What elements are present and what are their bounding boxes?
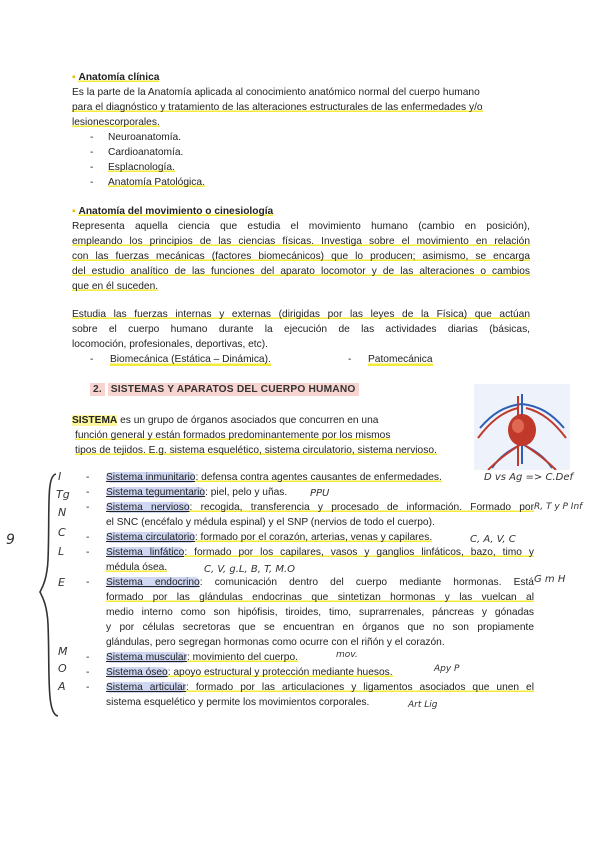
margin-letter: E bbox=[58, 576, 65, 589]
handwritten-note: C, V, g.L, B, T, M.O bbox=[204, 564, 296, 575]
section-2-title: SISTEMAS Y APARATOS DEL CUERPO HUMANO bbox=[108, 383, 359, 396]
paragraph-line: que en él suceden. bbox=[72, 281, 159, 292]
handwritten-note: Apy P bbox=[434, 664, 460, 674]
margin-letter: I bbox=[58, 470, 62, 483]
sistemas-list bbox=[86, 470, 534, 710]
sistema-name: Sistema circulatorio bbox=[106, 532, 195, 543]
margin-letter: Tg bbox=[56, 488, 70, 501]
margin-count: 9 bbox=[6, 532, 15, 548]
list-item: - Sistema óseo: apoyo estructural y protección mediante huesos. bbox=[86, 667, 393, 678]
margin-letter: N bbox=[58, 506, 67, 519]
paragraph-line: Es la parte de la Anatomía aplicada al conocimiento anatómico normal del cuerpo humano bbox=[72, 87, 480, 98]
paragraph-line: con las fuerzas mecánicas (factores biomecánicos) que lo producen; asimismo, se encarga bbox=[72, 251, 530, 262]
paragraph-line: Estudia las fuerzas internas y externas (dirigidas por las leyes de la Física) que actúan bbox=[72, 309, 530, 320]
list-item: - Neuroanatomía. bbox=[72, 130, 532, 145]
handwritten-note: PPU bbox=[310, 488, 330, 499]
handwritten-note: D vs Ag => C.Def bbox=[484, 472, 574, 483]
paragraph-line: locomoción, profesionales, deportivas, etc). bbox=[72, 339, 268, 350]
anatomia-clinica-list bbox=[72, 130, 532, 190]
biomecanica-row: - Biomecánica (Estática – Dinámica). - Patomecánica bbox=[90, 354, 433, 365]
margin-letter: A bbox=[58, 680, 66, 693]
list-item: - Sistema muscular: movimiento del cuerpo. bbox=[86, 652, 298, 663]
paragraph-line: sobre el cuerpo humano durante la ejecución de las actividades diarias (básicas, bbox=[72, 324, 530, 335]
anatomia-clinica-title: Anatomía clínica bbox=[78, 72, 160, 83]
sistema-definition bbox=[72, 413, 472, 458]
list-item: - Anatomía Patológica. bbox=[72, 175, 532, 190]
handwritten-note: R, T y P Inf bbox=[534, 502, 583, 512]
paragraph-line: empleando los principios de las ciencias físicas. Investiga sobre el movimiento en relación bbox=[72, 236, 530, 247]
definition-line: tipos de tejidos. E.g. sistema esquelético, sistema circulatorio, sistema nervioso. bbox=[75, 445, 437, 456]
sistema-name: Sistema nervioso bbox=[106, 502, 190, 513]
paragraph-line: lesionescorporales. bbox=[72, 117, 160, 128]
section-2-heading bbox=[90, 382, 390, 397]
section-2-number: 2. bbox=[90, 383, 105, 396]
anatomia-movimiento-section bbox=[72, 204, 530, 367]
list-item: - Cardioanatomía. bbox=[72, 145, 532, 160]
list-item: Biomecánica (Estática – Dinámica). bbox=[110, 354, 271, 365]
sistema-name: Sistema óseo bbox=[106, 667, 168, 678]
paragraph-line: para el diagnóstico y tratamiento de las alteraciones estructurales de las enfermedades y/o bbox=[72, 102, 483, 113]
sistema-name: Sistema inmunitario bbox=[106, 472, 196, 483]
handwritten-note: G m H bbox=[534, 574, 566, 585]
anatomia-clinica-section bbox=[72, 70, 532, 190]
definition-line: función general y están formados predominantemente por los mismos bbox=[75, 430, 391, 441]
list-item: - Sistema linfático: formado por los capilares, vasos y ganglios linfáticos, bazo, timo y médula ósea. bbox=[86, 547, 534, 573]
sistema-name: Sistema linfático bbox=[106, 547, 185, 558]
paragraph-line: del estudio analítico de las funciones del aparato locomotor y de las alteraciones o cambios bbox=[72, 266, 530, 277]
list-item: - Sistema endocrino: comunicación dentro del cuerpo mediante hormonas. Está formado por las glándulas endocrinas que sintetizan hormonas y las vuelcan al medio interno como son hipófisis, tiroides, timo, suprarrenales, páncreas y gónadas y por células secretoras que se encuentran en órganos que no son propiamente glándulas, pero segregan hormonas como ocurre con el riñón y el corazón. bbox=[86, 577, 534, 648]
circulatory-system-illustration bbox=[474, 384, 570, 470]
handwritten-note: Art Lig bbox=[408, 700, 438, 710]
anatomia-movimiento-heading: ▪ Anatomía del movimiento o cinesiología bbox=[72, 206, 274, 217]
definition-line: SISTEMA es un grupo de órganos asociados que concurren en una bbox=[72, 415, 379, 426]
list-item: - Sistema circulatorio: formado por el corazón, arterias, venas y capilares. bbox=[86, 532, 433, 543]
handwritten-note: mov. bbox=[336, 650, 358, 660]
anatomia-movimiento-title: Anatomía del movimiento o cinesiología bbox=[78, 206, 274, 217]
list-item: Patomecánica bbox=[368, 354, 433, 365]
list-item: - Sistema articular: formado por las articulaciones y ligamentos asociados que unen el sistema esquelético y permite los movimientos corporales. bbox=[86, 682, 534, 708]
anatomia-movimiento-paragraph-1 bbox=[72, 219, 530, 294]
sistema-name: Sistema tegumentario bbox=[106, 487, 206, 498]
sistema-term: SISTEMA bbox=[72, 415, 118, 426]
margin-letter: M bbox=[58, 645, 68, 658]
sistema-name: Sistema endocrino bbox=[106, 577, 200, 588]
anatomia-clinica-heading: ▪ Anatomía clínica bbox=[72, 72, 160, 83]
handwritten-note: C, A, V, C bbox=[470, 534, 516, 545]
list-item: - Esplacnología. bbox=[72, 160, 532, 175]
list-item: - Sistema nervioso: recogida, transferencia y procesado de información. Formado por el SNC (encéfalo y médula espinal) y el SNP (nervios de todo el cuerpo). bbox=[86, 502, 534, 528]
list-item: - Sistema inmunitario: defensa contra agentes causantes de enfermedades. bbox=[86, 472, 442, 483]
margin-letter: O bbox=[58, 662, 67, 675]
anatomia-clinica-paragraph bbox=[72, 85, 532, 130]
sistema-name: Sistema muscular bbox=[106, 652, 187, 663]
margin-letter: C bbox=[58, 526, 66, 539]
sistema-name: Sistema articular bbox=[106, 682, 187, 693]
list-item: - Sistema tegumentario: piel, pelo y uñas. bbox=[86, 487, 288, 498]
paragraph-line: Representa aquella ciencia que estudia el movimiento humano (cambio en posición), bbox=[72, 221, 530, 232]
anatomia-movimiento-paragraph-2 bbox=[72, 307, 530, 352]
margin-letter: L bbox=[58, 545, 65, 558]
